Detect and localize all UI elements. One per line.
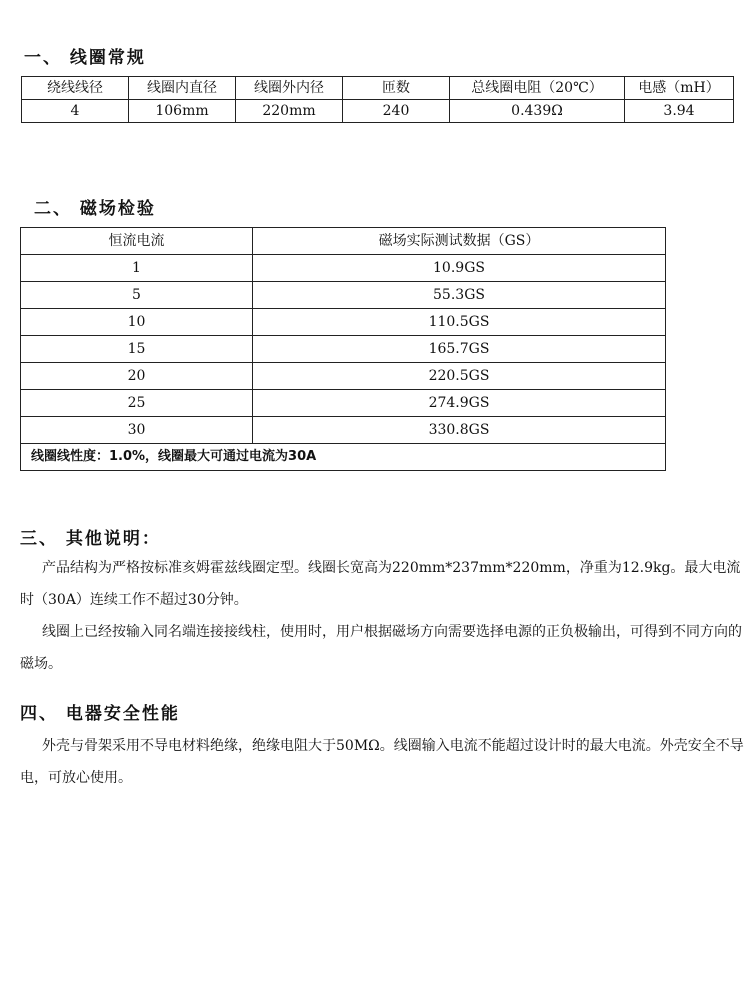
header-turns: 匝数: [343, 77, 450, 100]
structure-paragraph: 产品结构为严格按标准亥姆霍兹线圈定型。线圈长宽高为220mm*237mm*220mm，净重为12.9kg。最大电流时（30A）连续工作不超过30分钟。: [20, 560, 741, 608]
current-cell: 10: [21, 309, 253, 336]
table-row: [21, 363, 666, 390]
current-cell: 20: [21, 363, 253, 390]
table-row: [21, 390, 666, 417]
header-outer-diameter: 线圈外内径: [236, 77, 343, 100]
header-constant-current: 恒流电流: [21, 228, 253, 255]
field-cell: 110.5GS: [253, 309, 666, 336]
value-total-resistance: 0.439Ω: [450, 100, 625, 123]
value-outer-diameter: 220mm: [236, 100, 343, 123]
field-cell: 330.8GS: [253, 417, 666, 444]
section-3-heading: 三、 其他说明：: [20, 529, 161, 549]
section-1-heading: 一、 线圈常规: [24, 48, 146, 68]
table-row: [21, 255, 666, 282]
field-cell: 165.7GS: [253, 336, 666, 363]
header-wire-diameter: 绕线线径: [22, 77, 129, 100]
table-header-row: [21, 228, 666, 255]
table-row: [21, 282, 666, 309]
table-row: [21, 336, 666, 363]
value-turns: 240: [343, 100, 450, 123]
current-cell: 1: [21, 255, 253, 282]
header-inductance: 电感（mH）: [625, 77, 734, 100]
table-row: [21, 417, 666, 444]
field-cell: 55.3GS: [253, 282, 666, 309]
current-cell: 15: [21, 336, 253, 363]
section-2-heading: 二、 磁场检验: [34, 199, 156, 219]
value-inductance: 3.94: [625, 100, 734, 123]
header-field-measurement: 磁场实际测试数据（GS）: [253, 228, 666, 255]
value-wire-diameter: 4: [22, 100, 129, 123]
current-cell: 30: [21, 417, 253, 444]
value-inner-diameter: 106mm: [129, 100, 236, 123]
table-row: [22, 100, 734, 123]
table-note-row: [21, 444, 666, 471]
field-cell: 10.9GS: [253, 255, 666, 282]
table-header-row: [22, 77, 734, 100]
linearity-note: 线圈线性度：1.0%，线圈最大可通过电流为30A: [21, 444, 666, 471]
table-row: [21, 309, 666, 336]
safety-paragraph: 外壳与骨架采用不导电材料绝缘，绝缘电阻大于50MΩ。线圈输入电流不能超过设计时的最大电流。外壳安全不导电，可放心使用。: [20, 738, 744, 786]
field-cell: 220.5GS: [253, 363, 666, 390]
current-cell: 5: [21, 282, 253, 309]
section-4-heading: 四、 电器安全性能: [20, 704, 180, 724]
current-cell: 25: [21, 390, 253, 417]
header-inner-diameter: 线圈内直径: [129, 77, 236, 100]
header-total-resistance: 总线圈电阻（20℃）: [450, 77, 625, 100]
connection-paragraph: 线圈上已经按输入同名端连接接线柱，使用时，用户根据磁场方向需要选择电源的正负极输出，可得到不同方向的磁场。: [20, 624, 742, 672]
coil-spec-table: [21, 76, 734, 123]
magnetic-field-table: [20, 227, 666, 471]
field-cell: 274.9GS: [253, 390, 666, 417]
